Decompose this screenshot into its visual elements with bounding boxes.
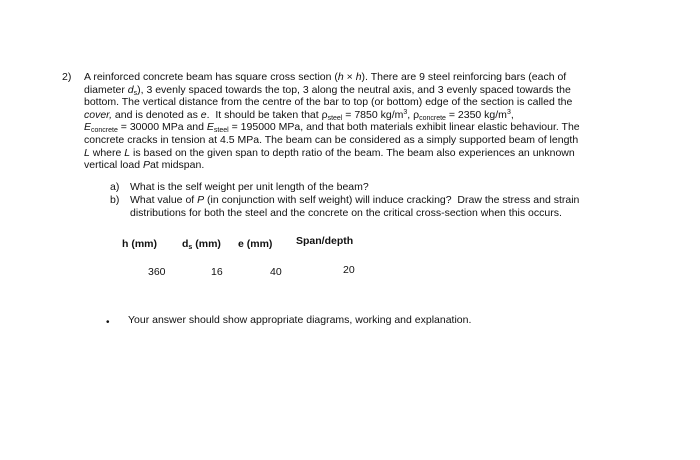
table-header-span-depth: Span/depth <box>296 235 354 247</box>
note-text: Your answer should show appropriate diagrams, working and explanation. <box>128 314 472 326</box>
subquestion-b-line-1: What value of P (in conjunction with self weight) will induce cracking? Draw the stress and strain <box>130 194 580 206</box>
question-line-5: $E_{concrete} = 30000$ MPa and $E_{steel} = 195000$ MPa, and that both materials exhibit linear elastic behaviour. The <box>84 121 580 135</box>
subquestion-b-label: b) <box>110 194 120 206</box>
table-value-span-depth: 20 <box>343 264 355 276</box>
table-value-h: 360 <box>148 266 166 278</box>
subquestion-b-line-2: distributions for both the steel and the concrete on the critical cross-section when this occurs. <box>130 206 562 219</box>
question-line-6: concrete cracks in tension at 4.5 MPa. The beam can be considered as a simply supported beam of length <box>84 133 579 146</box>
note-bullet: • <box>106 317 110 328</box>
question-line-4: cover, and is denoted as e. It should be taken that $\rho_{steel} = 7850$ $kg/m^3$, $\rho_{concrete} = 2350$ $kg/m^3$, <box>84 108 514 122</box>
question-line-8: vertical load Pat midspan. <box>84 159 205 172</box>
table-header-h: h (mm) <box>122 238 157 250</box>
question-line-3: bottom. The vertical distance from the centre of the bar to top (or bottom) edge of the section is called the <box>84 96 573 109</box>
question-line-2: diameter $d_s$), 3 evenly spaced towards the top, 3 along the neutral axis, and 3 evenly spaced towards the <box>84 83 571 97</box>
subquestion-a-label: a) <box>110 181 120 193</box>
table-value-e: 40 <box>270 266 282 278</box>
subquestion-a-text: What is the self weight per unit length of the beam? <box>130 181 369 193</box>
table-header-ds: $d_s$ (mm) <box>182 238 221 251</box>
table-header-e: e (mm) <box>238 238 273 250</box>
question-body <box>84 71 652 172</box>
subquestion-b-text <box>130 194 670 219</box>
question-number: 2) <box>62 71 72 83</box>
table-value-ds: 16 <box>211 266 223 278</box>
question-line-1: A reinforced concrete beam has square cross section (h × h). There are 9 steel reinforcing bars (each of <box>84 71 567 83</box>
question-line-7: L where L is based on the given span to depth ratio of the beam. The beam also experiences an unknown <box>84 146 575 159</box>
